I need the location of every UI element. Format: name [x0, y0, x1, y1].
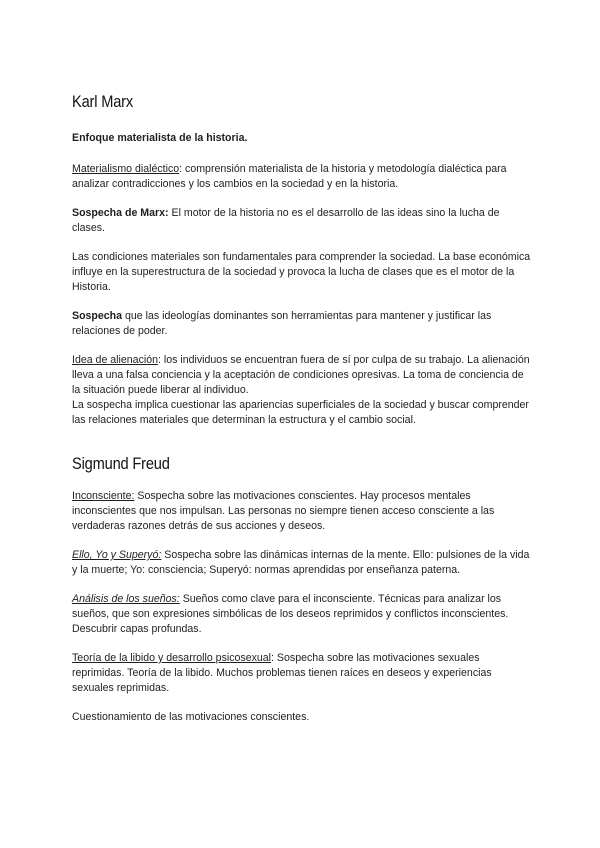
alienacion-paragraph — [72, 353, 534, 398]
sospecha-text: que las ideologías dominantes son herramientas para mantener y justificar las relaciones de poder. — [72, 310, 492, 337]
inconsciente-paragraph — [72, 489, 534, 534]
sospecha-marx-paragraph — [72, 206, 534, 236]
sospecha-term: Sospecha — [72, 310, 123, 322]
freud-heading: Sigmund Freud — [72, 454, 170, 473]
marx-section — [72, 92, 534, 428]
sospecha-implica-paragraph: La sospecha implica cuestionar las apariencias superficiales de la sociedad y buscar comprender las relaciones materiales que determinan la estructura y el cambio social. — [72, 399, 529, 426]
alienacion-term: Idea de alienación — [72, 354, 158, 366]
sospecha-marx-text: El motor de la historia no es el desarrollo de las ideas sino la lucha de clases. — [72, 207, 500, 234]
marx-heading: Karl Marx — [72, 92, 134, 111]
cuestionamiento-paragraph: Cuestionamiento de las motivaciones conscientes. — [72, 711, 310, 723]
suenos-text: Sueños como clave para el inconsciente. Técnicas para analizar los sueños, que son expresiones simbólicas de los deseos reprimidos y conflictos inconscientes. Descubrir capas profundas. — [72, 593, 509, 635]
ello-term: Ello, Yo y Superyó: — [72, 549, 162, 561]
ello-text: Sospecha sobre las dinámicas internas de la mente. Ello: pulsiones de la vida y la muerte; Yo: consciencia; Superyó: normas aprendidas por enseñanza paterna. — [72, 549, 530, 576]
sospecha-paragraph — [72, 309, 534, 339]
freud-section — [72, 454, 534, 725]
condiciones-paragraph: Las condiciones materiales son fundamentales para comprender la sociedad. La base económica influye en la superestructura de la sociedad y provoca la lucha de clases que es el motor de la Historia. — [72, 251, 531, 293]
libido-paragraph — [72, 651, 534, 696]
libido-text: : Sospecha sobre las motivaciones sexuales reprimidas. Teoría de la libido. Muchos problemas tienen raíces en deseos y experiencias sexuales reprimidas. — [72, 652, 492, 694]
libido-term: Teoría de la libido y desarrollo psicosexual — [72, 652, 272, 664]
suenos-term: Análisis de los sueños: — [72, 593, 180, 605]
inconsciente-term: Inconsciente: — [72, 490, 135, 502]
materialismo-text: : comprensión materialista de la historia y metodología dialéctica para analizar contradicciones y los cambios en la sociedad y en la historia. — [72, 163, 507, 190]
ello-paragraph — [72, 548, 534, 578]
sospecha-marx-term: Sospecha de Marx: — [72, 207, 169, 219]
materialismo-term: Materialismo dialéctico — [72, 163, 180, 175]
materialismo-paragraph — [72, 162, 534, 192]
suenos-paragraph — [72, 592, 534, 637]
marx-subtitle: Enfoque materialista de la historia. — [72, 132, 248, 144]
inconsciente-text: Sospecha sobre las motivaciones conscientes. Hay procesos mentales inconscientes que nos impulsan. Las personas no siempre tienen acceso consciente a las verdaderas razones detrás de sus acciones y deseos. — [72, 490, 495, 532]
alienacion-text: : los individuos se encuentran fuera de sí por culpa de su trabajo. La alienación lleva a una falsa conciencia y la aceptación de condiciones opresivas. La toma de conciencia de la situación puede liberar al individuo. — [72, 354, 530, 396]
